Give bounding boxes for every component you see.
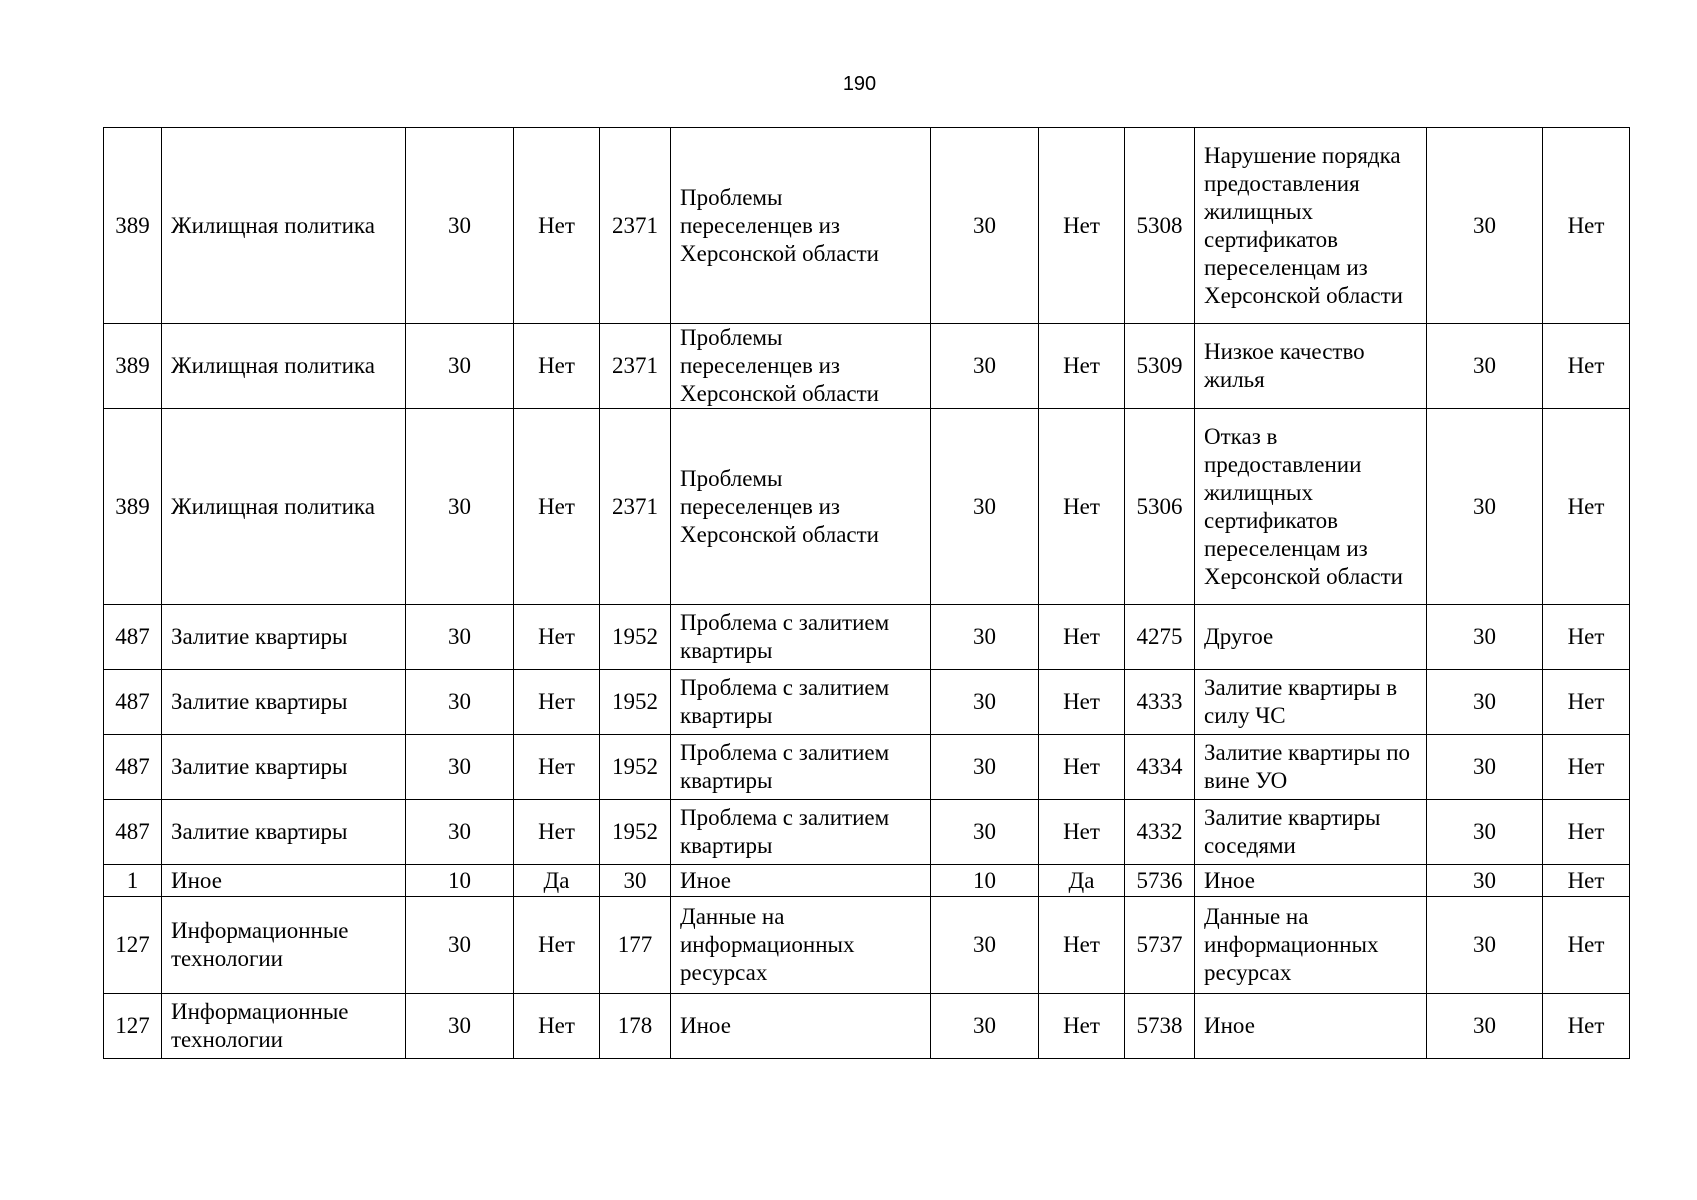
cell-question-days: 30	[1427, 800, 1543, 865]
cell-subtheme-flag: Нет	[1039, 670, 1125, 735]
cell-question-code: 4333	[1125, 670, 1195, 735]
cell-theme-days: 30	[406, 800, 514, 865]
table-row	[104, 409, 1630, 605]
cell-subtheme-days: 30	[931, 994, 1039, 1059]
cell-subtheme-name: Проблема с залитием квартиры	[671, 605, 931, 670]
cell-theme-flag: Нет	[514, 605, 600, 670]
cell-theme-name: Иное	[162, 865, 406, 897]
cell-question-name: Залитие квартиры в силу ЧС	[1195, 670, 1427, 735]
cell-theme-flag: Нет	[514, 800, 600, 865]
cell-subtheme-code: 1952	[600, 670, 671, 735]
cell-theme-flag: Нет	[514, 324, 600, 409]
cell-question-days: 30	[1427, 897, 1543, 994]
cell-subtheme-days: 30	[931, 735, 1039, 800]
cell-question-name: Низкое качество жилья	[1195, 324, 1427, 409]
cell-theme-code: 487	[104, 670, 162, 735]
table-row	[104, 897, 1630, 994]
cell-theme-code: 487	[104, 800, 162, 865]
cell-theme-code: 389	[104, 324, 162, 409]
cell-subtheme-flag: Нет	[1039, 800, 1125, 865]
cell-theme-days: 30	[406, 324, 514, 409]
cell-theme-code: 1	[104, 865, 162, 897]
cell-subtheme-name: Проблема с залитием квартиры	[671, 800, 931, 865]
cell-subtheme-flag: Нет	[1039, 409, 1125, 605]
cell-subtheme-days: 30	[931, 128, 1039, 324]
cell-theme-code: 127	[104, 994, 162, 1059]
cell-subtheme-flag: Нет	[1039, 897, 1125, 994]
cell-subtheme-flag: Да	[1039, 865, 1125, 897]
cell-question-days: 30	[1427, 670, 1543, 735]
table-row	[104, 128, 1630, 324]
cell-question-code: 4334	[1125, 735, 1195, 800]
cell-theme-flag: Нет	[514, 735, 600, 800]
cell-theme-name: Жилищная политика	[162, 409, 406, 605]
table-row	[104, 670, 1630, 735]
cell-subtheme-code: 1952	[600, 800, 671, 865]
cell-subtheme-flag: Нет	[1039, 128, 1125, 324]
cell-subtheme-days: 30	[931, 324, 1039, 409]
cell-theme-flag: Да	[514, 865, 600, 897]
cell-question-name: Нарушение порядка предоставления жилищных сертификатов переселенцам из Херсонской области	[1195, 128, 1427, 324]
cell-subtheme-flag: Нет	[1039, 324, 1125, 409]
cell-subtheme-days: 30	[931, 897, 1039, 994]
cell-question-flag: Нет	[1543, 670, 1630, 735]
cell-subtheme-name: Иное	[671, 994, 931, 1059]
cell-question-days: 30	[1427, 994, 1543, 1059]
cell-theme-days: 10	[406, 865, 514, 897]
cell-subtheme-code: 2371	[600, 324, 671, 409]
cell-question-code: 5308	[1125, 128, 1195, 324]
classification-table	[103, 127, 1630, 1059]
cell-subtheme-name: Проблема с залитием квартиры	[671, 670, 931, 735]
cell-question-code: 4332	[1125, 800, 1195, 865]
cell-subtheme-name: Иное	[671, 865, 931, 897]
cell-subtheme-name: Данные на информационных ресурсах	[671, 897, 931, 994]
cell-subtheme-code: 1952	[600, 605, 671, 670]
cell-subtheme-days: 30	[931, 800, 1039, 865]
cell-theme-code: 487	[104, 735, 162, 800]
cell-question-flag: Нет	[1543, 865, 1630, 897]
table-row	[104, 324, 1630, 409]
cell-question-code: 5737	[1125, 897, 1195, 994]
cell-subtheme-code: 2371	[600, 128, 671, 324]
cell-theme-days: 30	[406, 670, 514, 735]
cell-theme-code: 487	[104, 605, 162, 670]
cell-question-days: 30	[1427, 735, 1543, 800]
cell-theme-flag: Нет	[514, 897, 600, 994]
cell-question-code: 4275	[1125, 605, 1195, 670]
cell-question-flag: Нет	[1543, 324, 1630, 409]
cell-question-flag: Нет	[1543, 128, 1630, 324]
cell-question-name: Отказ в предоставлении жилищных сертификатов переселенцам из Херсонской области	[1195, 409, 1427, 605]
cell-theme-name: Информационные технологии	[162, 897, 406, 994]
cell-theme-days: 30	[406, 735, 514, 800]
cell-theme-name: Жилищная политика	[162, 128, 406, 324]
cell-theme-name: Залитие квартиры	[162, 605, 406, 670]
cell-theme-days: 30	[406, 605, 514, 670]
cell-question-days: 30	[1427, 128, 1543, 324]
cell-subtheme-days: 30	[931, 409, 1039, 605]
cell-subtheme-name: Проблемы переселенцев из Херсонской области	[671, 128, 931, 324]
cell-theme-name: Залитие квартиры	[162, 800, 406, 865]
cell-question-name: Залитие квартиры соседями	[1195, 800, 1427, 865]
cell-question-flag: Нет	[1543, 994, 1630, 1059]
cell-theme-name: Залитие квартиры	[162, 670, 406, 735]
cell-theme-name: Залитие квартиры	[162, 735, 406, 800]
page-number: 190	[842, 73, 877, 95]
cell-subtheme-name: Проблема с залитием квартиры	[671, 735, 931, 800]
cell-question-name: Иное	[1195, 994, 1427, 1059]
table-row	[104, 735, 1630, 800]
cell-subtheme-name: Проблемы переселенцев из Херсонской области	[671, 409, 931, 605]
cell-subtheme-code: 1952	[600, 735, 671, 800]
cell-question-flag: Нет	[1543, 409, 1630, 605]
cell-question-flag: Нет	[1543, 605, 1630, 670]
cell-theme-name: Жилищная политика	[162, 324, 406, 409]
cell-theme-days: 30	[406, 128, 514, 324]
cell-theme-flag: Нет	[514, 994, 600, 1059]
cell-question-name: Данные на информационных ресурсах	[1195, 897, 1427, 994]
cell-subtheme-days: 10	[931, 865, 1039, 897]
cell-theme-days: 30	[406, 897, 514, 994]
cell-question-days: 30	[1427, 409, 1543, 605]
table-row	[104, 865, 1630, 897]
table-body	[104, 128, 1630, 1059]
cell-theme-code: 389	[104, 409, 162, 605]
cell-question-code: 5736	[1125, 865, 1195, 897]
cell-theme-flag: Нет	[514, 409, 600, 605]
cell-question-flag: Нет	[1543, 897, 1630, 994]
table-row	[104, 994, 1630, 1059]
cell-question-flag: Нет	[1543, 800, 1630, 865]
cell-question-code: 5309	[1125, 324, 1195, 409]
cell-theme-flag: Нет	[514, 128, 600, 324]
cell-question-days: 30	[1427, 865, 1543, 897]
cell-theme-code: 127	[104, 897, 162, 994]
cell-question-name: Залитие квартиры по вине УО	[1195, 735, 1427, 800]
cell-subtheme-flag: Нет	[1039, 605, 1125, 670]
cell-question-code: 5306	[1125, 409, 1195, 605]
table-row	[104, 605, 1630, 670]
cell-theme-name: Информационные технологии	[162, 994, 406, 1059]
cell-subtheme-flag: Нет	[1039, 735, 1125, 800]
cell-question-name: Иное	[1195, 865, 1427, 897]
cell-question-days: 30	[1427, 324, 1543, 409]
cell-question-days: 30	[1427, 605, 1543, 670]
cell-theme-days: 30	[406, 994, 514, 1059]
cell-theme-code: 389	[104, 128, 162, 324]
cell-question-code: 5738	[1125, 994, 1195, 1059]
cell-subtheme-name: Проблемы переселенцев из Херсонской области	[671, 324, 931, 409]
cell-subtheme-code: 2371	[600, 409, 671, 605]
cell-subtheme-code: 178	[600, 994, 671, 1059]
cell-theme-days: 30	[406, 409, 514, 605]
cell-question-name: Другое	[1195, 605, 1427, 670]
cell-question-flag: Нет	[1543, 735, 1630, 800]
cell-subtheme-days: 30	[931, 670, 1039, 735]
cell-subtheme-code: 30	[600, 865, 671, 897]
cell-theme-flag: Нет	[514, 670, 600, 735]
cell-subtheme-code: 177	[600, 897, 671, 994]
cell-subtheme-flag: Нет	[1039, 994, 1125, 1059]
cell-subtheme-days: 30	[931, 605, 1039, 670]
table-row	[104, 800, 1630, 865]
